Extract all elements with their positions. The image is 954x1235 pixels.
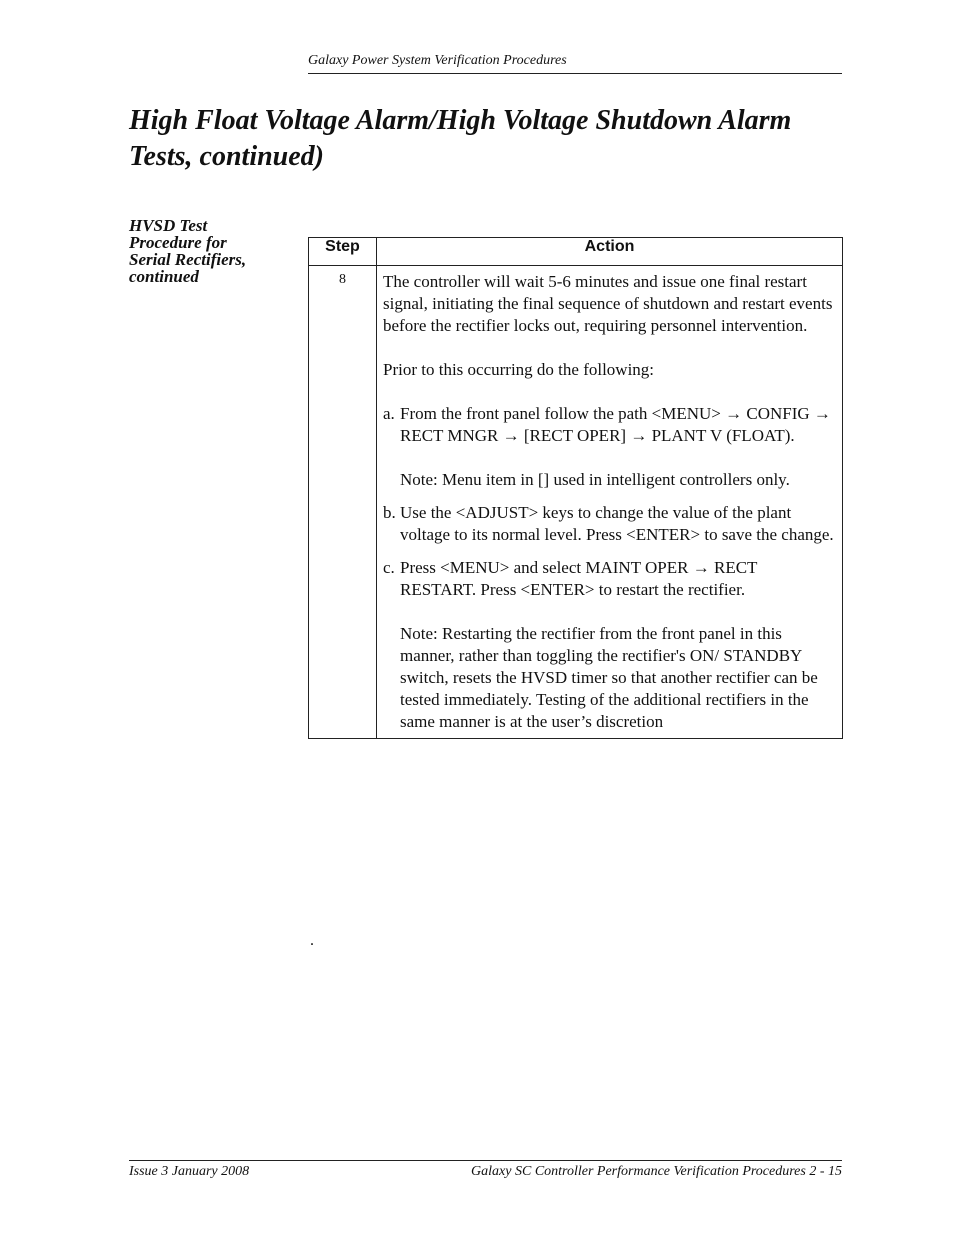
side-heading-line2: Procedure for	[129, 233, 227, 252]
list-item-c	[383, 557, 836, 733]
action-cell	[377, 266, 843, 739]
list-item-b	[383, 502, 836, 546]
list-marker: a.	[383, 404, 395, 423]
section-title-line1: High Float Voltage Alarm/High Voltage Shutdown Alarm	[129, 105, 792, 136]
list-item-text: From the front panel follow the path <MENU> → CONFIG → RECT MNGR → [RECT OPER] → PLANT V (FLOAT).	[400, 404, 831, 445]
page-footer	[129, 1160, 842, 1181]
procedure-table	[308, 237, 843, 739]
table-row	[309, 266, 843, 739]
list-item-note: Note: Menu item in [] used in intelligent controllers only.	[400, 470, 790, 489]
list-item-note: Note: Restarting the rectifier from the front panel in this manner, rather than toggling the rectifier's ON/ STANDBY switch, resets the HVSD timer so that another rectifier can be tested immediately. Testing of the additional rectifiers in the same manner is at the user’s discretion	[400, 624, 818, 731]
running-header: Galaxy Power System Verification Procedures	[308, 52, 842, 74]
action-prior: Prior to this occurring do the following:	[383, 360, 655, 379]
side-heading-line4: continued	[129, 267, 199, 286]
list-item-a	[383, 403, 836, 491]
side-heading	[129, 217, 299, 285]
footer-issue: Issue 3 January 2008	[129, 1164, 250, 1179]
list-marker: c.	[383, 558, 395, 577]
table-header-row	[309, 238, 843, 266]
action-intro: The controller will wait 5-6 minutes and issue one final restart signal, initiating the final sequence of shutdown and restart events before the rectifier locks out, requiring personnel intervention.	[383, 272, 833, 335]
side-heading-line1: HVSD Test	[129, 216, 208, 235]
list-item-text: Use the <ADJUST> keys to change the value of the plant voltage to its normal level. Press <ENTER> to save the change.	[400, 503, 834, 544]
list-item-text: Press <MENU> and select MAINT OPER → RECT RESTART. Press <ENTER> to restart the rectifier.	[400, 558, 758, 599]
step-number: 8	[309, 266, 377, 739]
side-heading-line3: Serial Rectifiers,	[129, 250, 247, 269]
section-title-line2: Tests, continued)	[129, 141, 324, 172]
footer-doc-page: Galaxy SC Controller Performance Verification Procedures 2 - 15	[471, 1164, 842, 1179]
list-marker: b.	[383, 503, 396, 522]
step-column-header: Step	[309, 238, 377, 266]
stray-period: .	[310, 932, 314, 949]
section-title	[129, 103, 849, 175]
action-column-header: Action	[377, 238, 843, 266]
